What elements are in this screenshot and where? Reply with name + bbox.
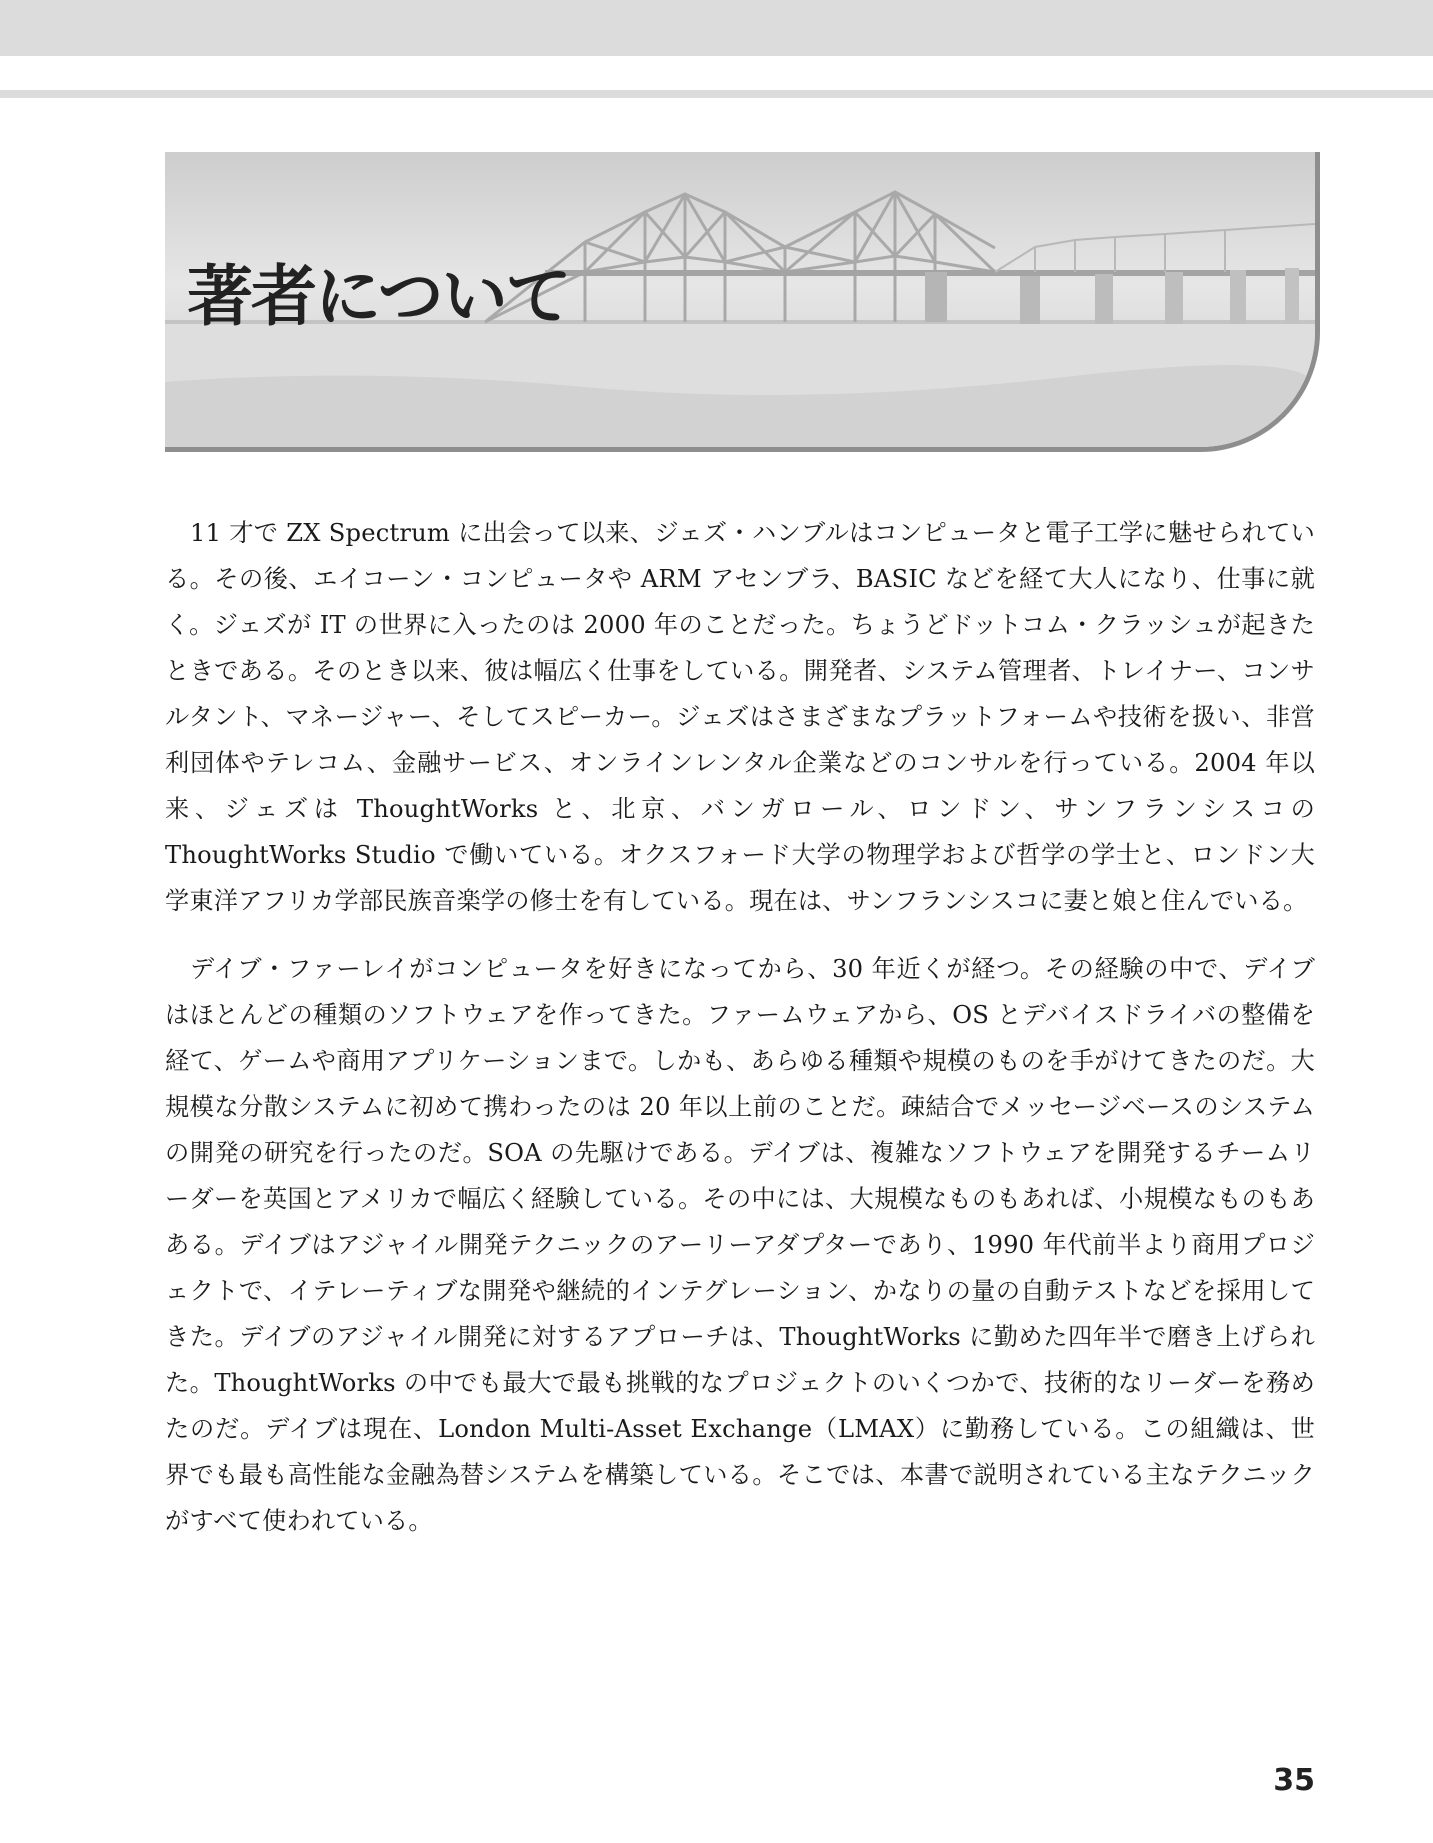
paragraph-jez-humble: 11 才で ZX Spectrum に出会って以来、ジェズ・ハンブルはコンピュータと電子工学に魅せられている。その後、エイコーン・コンピュータや ARM アセンブラ、BASIC などを経て大人になり、仕事に就く。ジェズが IT の世界に入ったのは 2000 年のことだった。ちょうどドットコム・クラッシュが起きたときである。そのとき以来、彼は幅広く仕事をしている。開発者、システム管理者、トレイナー、コンサルタント、マネージャー、そしてスピーカー。ジェズはさまざまなプラットフォームや技術を扱い、非営利団体やテレコム、金融サービス、オンラインレンタル企業などのコンサルを行っている。2004 年以来、ジェズは ThoughtWorks と、北京、バンガロール、ロンドン、サンフランシスコの ThoughtWorks Studio で働いている。オクスフォード大学の物理学および哲学の学士と、ロンドン大学東洋アフリカ学部民族音楽学の修士を有している。現在は、サンフランシスコに妻と娘と住んでいる。 [165,519,1315,915]
chapter-title: 著者について [187,258,570,335]
page-number: 35 [1273,1763,1315,1798]
chapter-banner [165,152,1320,452]
top-header-band [0,0,1433,56]
body-text [165,510,1315,1566]
paragraph-dave-farley: デイブ・ファーレイがコンピュータを好きになってから、30 年近くが経つ。その経験の中で、デイブはほとんどの種類のソフトウェアを作ってきた。ファームウェアから、OS とデバイスドライバの整備を経て、ゲームや商用アプリケーションまで。しかも、あらゆる種類や規模のものを手がけてきたのだ。大規模な分散システムに初めて携わったのは 20 年以上前のことだ。疎結合でメッセージベースのシステムの開発の研究を行ったのだ。SOA の先駆けである。デイブは、複雑なソフトウェアを開発するチームリーダーを英国とアメリカで幅広く経験している。その中には、大規模なものもあれば、小規模なものもあある。デイブはアジャイル開発テクニックのアーリーアダプターであり、1990 年代前半より商用プロジェクトで、イテレーティブな開発や継続的インテグレーション、かなりの量の自動テストなどを採用してきた。デイブのアジャイル開発に対するアプローチは、ThoughtWorks に勤めた四年半で磨き上げられた。ThoughtWorks の中でも最大で最も挑戦的なプロジェクトのいくつかで、技術的なリーダーを務めたのだ。デイブは現在、London Multi-Asset Exchange（LMAX）に勤務している。この組織は、世界でも最も高性能な金融為替システムを構築している。そこでは、本書で説明されている主なテクニックがすべて使われている。 [165,955,1315,1535]
top-header-rule [0,90,1433,98]
